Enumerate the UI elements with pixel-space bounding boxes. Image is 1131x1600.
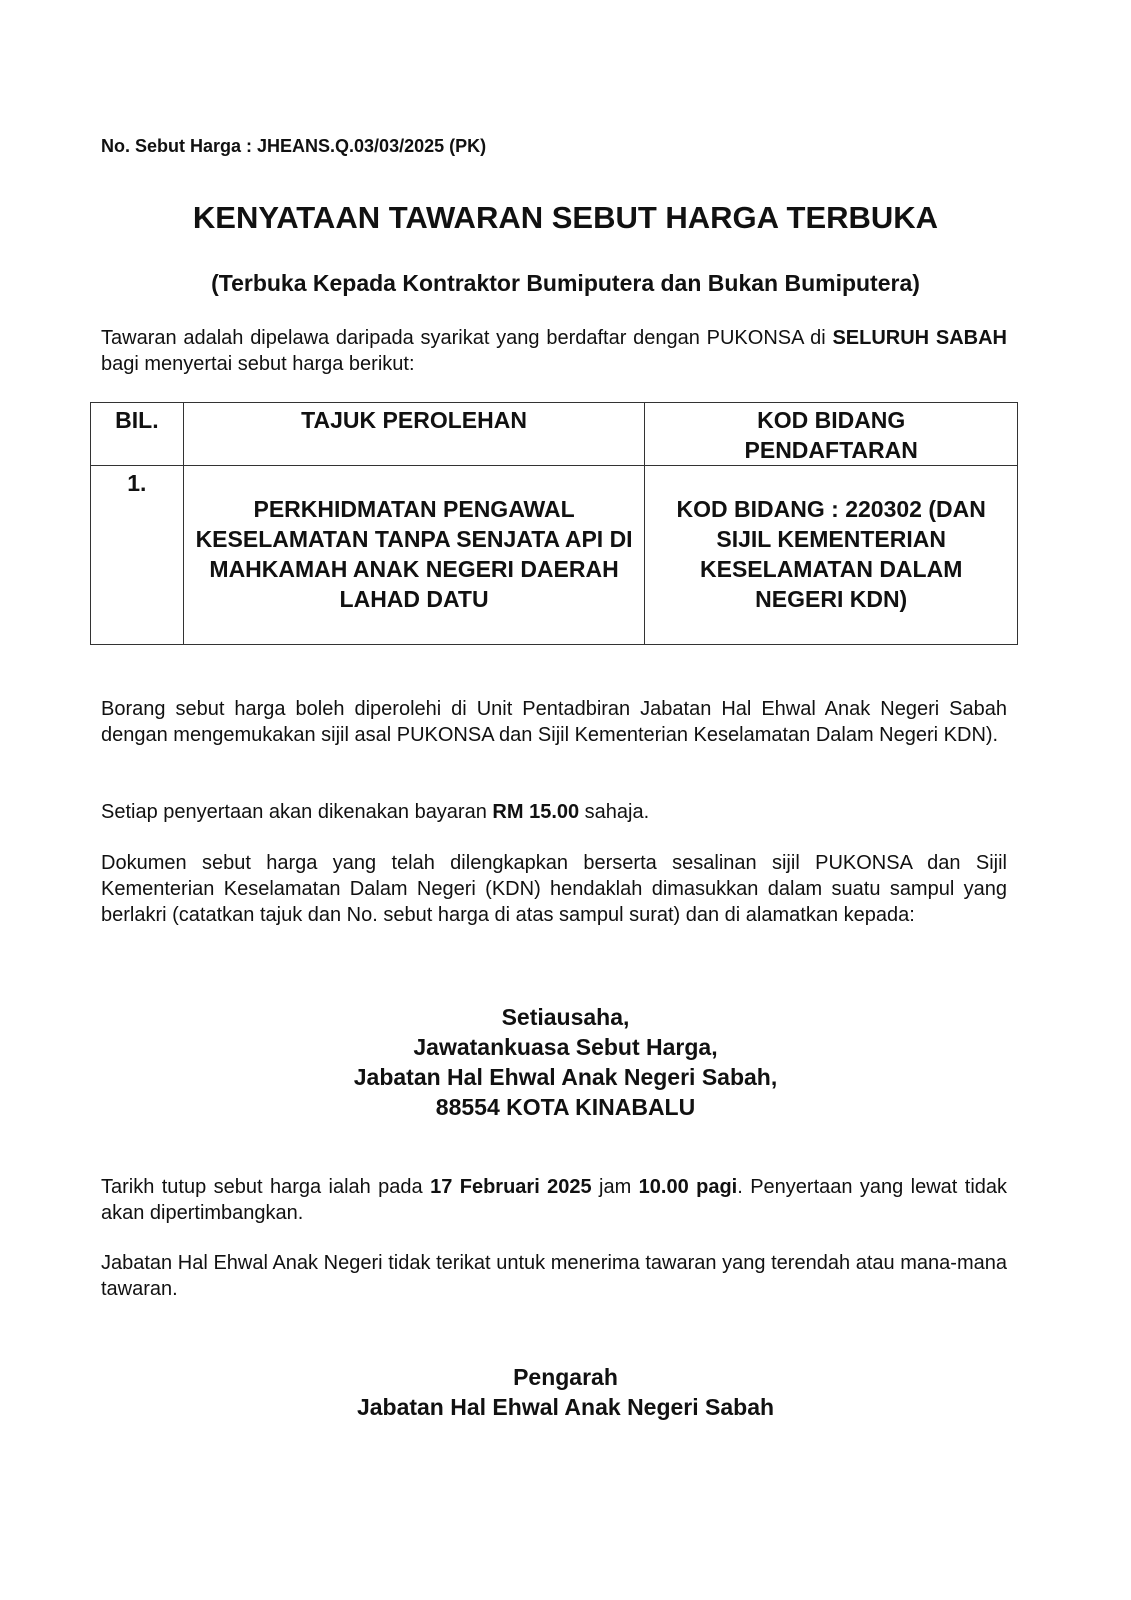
page-title: KENYATAAN TAWARAN SEBUT HARGA TERBUKA bbox=[192, 200, 939, 235]
closing-date: 17 Februari 2025 bbox=[430, 1176, 592, 1198]
intro-paragraph bbox=[101, 325, 1007, 377]
intro-text: Tawaran adalah dipelawa daripada syarikat yang berdaftar dengan PUKONSA di bbox=[101, 327, 833, 349]
header-kod-text: KOD BIDANG PENDAFTARAN bbox=[744, 407, 918, 463]
address-line: Jawatankuasa Sebut Harga, bbox=[413, 1034, 718, 1060]
tarikh-text-mid: jam bbox=[591, 1176, 639, 1198]
signature-block bbox=[0, 1362, 1131, 1422]
cell-tajuk-text: PERKHIDMATAN PENGAWAL KESELAMATAN TANPA SENJATA API DI MAHKAMAH ANAK NEGERI DAERAH LAHAD DATU bbox=[195, 496, 633, 612]
header-bil: BIL. bbox=[91, 403, 184, 466]
reference-number: No. Sebut Harga : JHEANS.Q.03/03/2025 (PK) bbox=[101, 136, 487, 156]
bayaran-text: Setiap penyertaan akan dikenakan bayaran bbox=[101, 801, 493, 823]
cell-bil: 1. bbox=[91, 466, 184, 645]
signature-department: Jabatan Hal Ehwal Anak Negeri Sabah bbox=[356, 1394, 775, 1420]
address-line: Setiausaha, bbox=[501, 1004, 630, 1030]
closing-time: 10.00 pagi bbox=[638, 1176, 738, 1198]
borang-paragraph: Borang sebut harga boleh diperolehi di Unit Pentadbiran Jabatan Hal Ehwal Anak Negeri Sabah dengan mengemukakan sijil asal PUKONSA dan Sijil Kementerian Keselamatan Dalam Negeri KDN). bbox=[101, 698, 1007, 746]
header-kod bbox=[645, 403, 1018, 466]
intro-text-end: bagi menyertai sebut harga berikut: bbox=[101, 353, 415, 375]
dokumen-paragraph: Dokumen sebut harga yang telah dilengkapkan berserta sesalinan sijil PUKONSA dan Sijil Kementerian Keselamatan Dalam Negeri (KDN) hendaklah dimasukkan dalam suatu sampul yang berlakri (catatkan tajuk dan No. sebut harga di atas sampul surat) dan di alamatkan kepada: bbox=[101, 852, 1007, 926]
signature-title: Pengarah bbox=[513, 1364, 618, 1390]
bayaran-paragraph bbox=[101, 799, 1007, 825]
table-row bbox=[91, 466, 1018, 645]
intro-bold: SELURUH SABAH bbox=[832, 327, 1008, 349]
address-block bbox=[0, 1002, 1131, 1122]
tender-table bbox=[90, 402, 1018, 645]
address-line: Jabatan Hal Ehwal Anak Negeri Sabah, bbox=[353, 1064, 778, 1090]
address-line: 88554 KOTA KINABALU bbox=[435, 1094, 696, 1120]
cell-kod-text: KOD BIDANG : 220302 (DAN SIJIL KEMENTERIAN KESELAMATAN DALAM NEGERI KDN) bbox=[676, 496, 986, 612]
header-tajuk: TAJUK PEROLEHAN bbox=[183, 403, 645, 466]
terikat-paragraph: Jabatan Hal Ehwal Anak Negeri tidak terikat untuk menerima tawaran yang terendah atau mana-mana tawaran. bbox=[101, 1252, 1007, 1300]
tarikh-text-end: . Penyertaan yang lewat tidak akan dipertimbangkan. bbox=[101, 1176, 1008, 1224]
cell-kod bbox=[645, 466, 1018, 645]
bayaran-text-end: sahaja. bbox=[579, 801, 650, 823]
table-header-row bbox=[91, 403, 1018, 466]
cell-tajuk bbox=[183, 466, 645, 645]
subtitle: (Terbuka Kepada Kontraktor Bumiputera dan Bukan Bumiputera) bbox=[211, 270, 920, 296]
bayaran-amount: RM 15.00 bbox=[492, 801, 580, 823]
tarikh-paragraph bbox=[101, 1174, 1007, 1226]
tarikh-text: Tarikh tutup sebut harga ialah pada bbox=[101, 1176, 431, 1198]
